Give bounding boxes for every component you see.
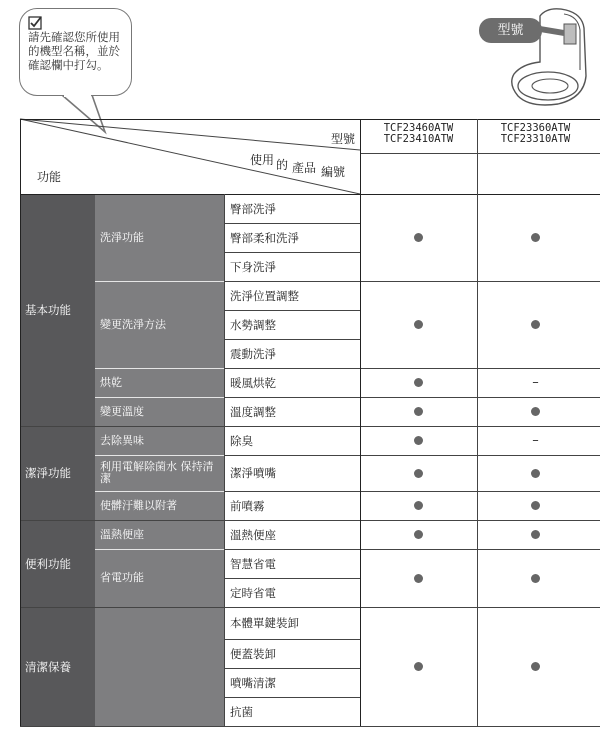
subgroup-cell: 溫熱便座 [95, 520, 224, 549]
mark-cell [477, 194, 594, 281]
grid-hline [224, 639, 360, 640]
feature-cell: 臀部洗淨 [224, 194, 360, 223]
grid-hline [95, 455, 224, 456]
mark-cell [360, 607, 477, 726]
subgroup-cell: 利用電解除菌水 保持清潔 [95, 455, 224, 491]
subgroup-cell: 變更溫度 [95, 397, 224, 426]
subgroup-cell: 洗淨功能 [95, 194, 224, 281]
availability-dot [414, 320, 423, 329]
mark-cell [477, 426, 594, 455]
corner-product-b: 的 [276, 158, 289, 172]
mark-cell [360, 368, 477, 397]
availability-dot [414, 530, 423, 539]
grid-hline [224, 578, 360, 579]
mark-cell [360, 520, 477, 549]
feature-cell: 溫熱便座 [224, 520, 360, 549]
availability-dot [531, 469, 540, 478]
feature-cell: 前噴霧 [224, 491, 360, 520]
availability-dot [531, 574, 540, 583]
mark-cell [477, 281, 594, 368]
grid-hline [95, 397, 224, 398]
mark-cell [360, 281, 477, 368]
mark-cell [360, 491, 477, 520]
corner-product-d: 編號 [321, 165, 346, 179]
grid-hline [224, 697, 360, 698]
mark-cell [360, 194, 477, 281]
subgroup-cell: 省電功能 [95, 549, 224, 607]
grid-hline [224, 223, 360, 224]
subgroup-cell [95, 607, 224, 726]
grid-hline [224, 252, 360, 253]
model-a-line2: TCF23410ATW [383, 133, 454, 145]
group-cell: 清潔保養 [20, 607, 95, 726]
grid-hline [224, 668, 360, 669]
grid-vline [224, 194, 225, 726]
grid-hline [360, 397, 600, 398]
not-available-dash: – [532, 375, 539, 390]
mark-cell [360, 549, 477, 607]
feature-cell: 定時省電 [224, 578, 360, 607]
group-cell: 基本功能 [20, 194, 95, 426]
corner-model-label: 型號 [331, 132, 356, 146]
feature-cell: 噴嘴清潔 [224, 668, 360, 697]
grid-hline [360, 491, 600, 492]
grid-hline [224, 491, 360, 492]
mark-cell [477, 607, 594, 726]
grid-hline [360, 455, 600, 456]
grid-hline [224, 397, 360, 398]
grid-hline [224, 310, 360, 311]
grid-hline [360, 153, 600, 154]
model-b-line1: TCF23360ATW [500, 122, 571, 134]
grid-hline [20, 726, 600, 727]
availability-dot [531, 501, 540, 510]
grid-hline [224, 549, 360, 550]
availability-dot [531, 233, 540, 242]
model-b-line2: TCF23310ATW [500, 133, 571, 145]
grid-hline [360, 549, 600, 550]
availability-dot [414, 407, 423, 416]
availability-dot [531, 662, 540, 671]
availability-dot [414, 574, 423, 583]
feature-cell: 暖風烘乾 [224, 368, 360, 397]
feature-cell: 便蓋裝卸 [224, 639, 360, 668]
group-cell: 便利功能 [20, 520, 95, 607]
grid-vline [360, 119, 361, 726]
feature-cell: 溫度調整 [224, 397, 360, 426]
grid-hline [20, 426, 600, 427]
subgroup-cell: 去除異味 [95, 426, 224, 455]
grid-hline [95, 368, 224, 369]
not-available-dash: – [532, 433, 539, 448]
mark-cell [360, 397, 477, 426]
feature-cell: 本體單鍵裝卸 [224, 607, 360, 639]
feature-cell: 洗淨位置調整 [224, 281, 360, 310]
callout-line-1: 請先確認您所使用 [28, 30, 120, 44]
corner-product-c: 產品 [292, 161, 317, 175]
grid-hline [20, 194, 600, 195]
corner-product-a: 使用 [250, 153, 275, 167]
availability-dot [414, 233, 423, 242]
availability-dot [414, 378, 423, 387]
model-a-line1: TCF23460ATW [383, 122, 454, 134]
grid-hline [224, 339, 360, 340]
grid-hline [224, 281, 360, 282]
group-cell: 潔淨功能 [20, 426, 95, 520]
grid-hline [95, 281, 224, 282]
feature-cell: 抗菌 [224, 697, 360, 726]
callout-line-3: 確認欄中打勾。 [28, 58, 109, 72]
model-b-code [477, 123, 594, 145]
feature-cell: 臀部柔和洗淨 [224, 223, 360, 252]
grid-hline [95, 549, 224, 550]
mark-cell [360, 455, 477, 491]
availability-dot [531, 320, 540, 329]
grid-hline [224, 368, 360, 369]
mark-cell [477, 491, 594, 520]
subgroup-cell: 變更洗淨方法 [95, 281, 224, 368]
grid-hline [224, 455, 360, 456]
grid-hline [20, 119, 600, 120]
model-label-pill: 型號 [479, 18, 542, 43]
mark-cell [477, 368, 594, 397]
availability-dot [531, 530, 540, 539]
mark-cell [477, 549, 594, 607]
model-a-code [360, 123, 477, 145]
availability-dot [414, 436, 423, 445]
grid-hline [20, 607, 600, 608]
mark-cell [477, 455, 594, 491]
grid-hline [360, 281, 600, 282]
feature-cell: 下身洗淨 [224, 252, 360, 281]
grid-hline [95, 491, 224, 492]
grid-hline [20, 520, 600, 521]
feature-cell: 潔淨噴嘴 [224, 455, 360, 491]
mark-cell [360, 426, 477, 455]
function-header-label: 功能 [37, 170, 62, 184]
grid-vline [20, 119, 21, 726]
grid-vline [477, 119, 478, 726]
mark-cell [477, 397, 594, 426]
feature-cell: 水勢調整 [224, 310, 360, 339]
availability-dot [414, 662, 423, 671]
availability-dot [414, 501, 423, 510]
availability-dot [531, 407, 540, 416]
feature-cell: 智慧省電 [224, 549, 360, 578]
feature-cell: 震動洗淨 [224, 339, 360, 368]
availability-dot [414, 469, 423, 478]
feature-cell: 除臭 [224, 426, 360, 455]
callout-line-2: 的機型名稱，並於 [28, 44, 120, 58]
mark-cell [477, 520, 594, 549]
grid-hline [360, 368, 600, 369]
subgroup-cell: 烘乾 [95, 368, 224, 397]
subgroup-cell: 使髒汙難以附著 [95, 491, 224, 520]
